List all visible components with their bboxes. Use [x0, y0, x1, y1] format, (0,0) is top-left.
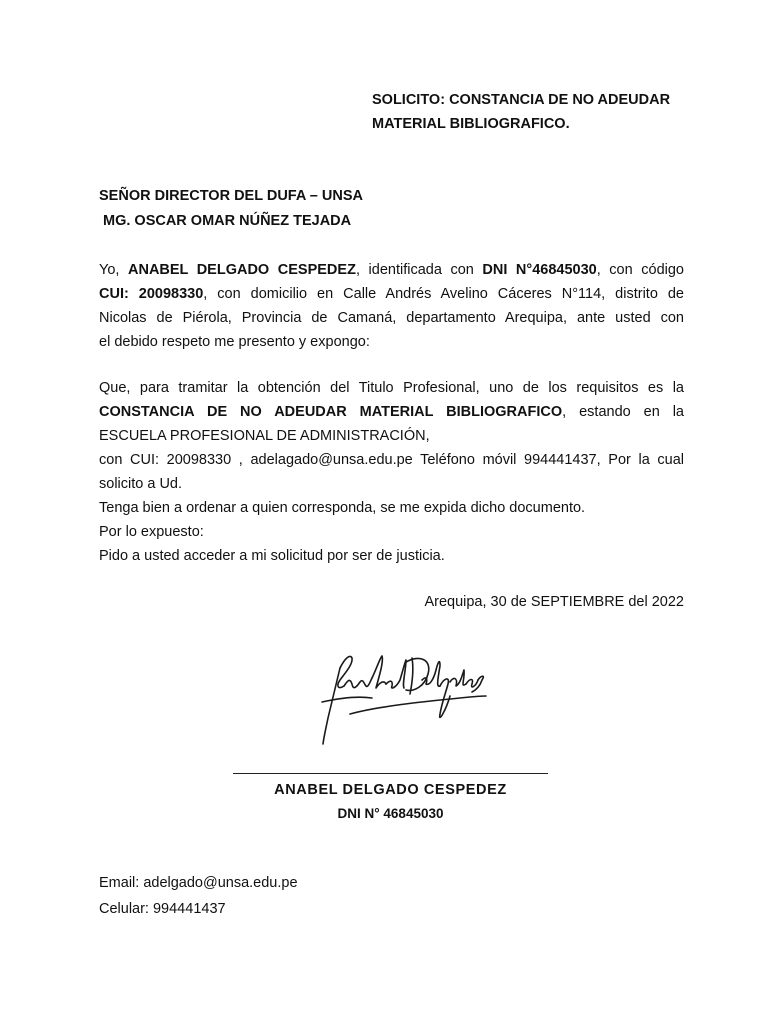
recipient-block	[99, 184, 363, 234]
recipient-title: SEÑOR DIRECTOR DEL DUFA – UNSA	[99, 188, 363, 204]
paragraph-2-line-8: Pido a usted acceder a mi solicitud por ser de justicia.	[99, 548, 445, 564]
recipient-name: MG. OSCAR OMAR NÚÑEZ TEJADA	[103, 213, 352, 229]
paragraph-1-line-3: Nicolas de Piérola, Provincia de Camaná, departamento Arequipa, ante usted con	[99, 310, 684, 326]
paragraph-2-line-6: Tenga bien a ordenar a quien corresponda, se me expida dicho documento.	[99, 500, 586, 516]
applicant-name: ANABEL DELGADO CESPEDEZ	[128, 262, 356, 278]
paragraph-2-line-3: ESCUELA PROFESIONAL DE ADMINISTRACIÓN,	[99, 428, 430, 444]
paragraph-2-line-1: Que, para tramitar la obtención del Titulo Profesional, uno de los requisitos es la	[99, 380, 684, 396]
contact-email: Email: adelgado@unsa.edu.pe	[99, 875, 298, 891]
paragraph-1-line-4: el debido respeto me presento y expongo:	[99, 334, 370, 350]
contact-info	[99, 870, 298, 922]
requested-document: CONSTANCIA DE NO ADEUDAR MATERIAL BIBLIOGRAFICO	[99, 404, 563, 420]
handwritten-signature	[310, 640, 490, 750]
place-and-date: Arequipa, 30 de SEPTIEMBRE del 2022	[424, 594, 684, 610]
paragraph-identification	[99, 258, 684, 354]
contact-phone: Celular: 994441437	[99, 901, 226, 917]
subject-block	[372, 88, 702, 136]
paragraph-2-line-4: con CUI: 20098330 , adelagado@unsa.edu.pe Teléfono móvil 994441437, Por la cual	[99, 452, 684, 468]
applicant-dni: DNI N°46845030	[482, 262, 597, 278]
subject-line-1: SOLICITO: CONSTANCIA DE NO ADEUDAR	[372, 92, 671, 108]
paragraph-2-line-5: solicito a Ud.	[99, 476, 183, 492]
signer-dni: DNI N° 46845030	[337, 806, 444, 821]
paragraph-2-line-2: CONSTANCIA DE NO ADEUDAR MATERIAL BIBLIOGRAFICO, estando en la	[99, 404, 684, 420]
paragraph-1-line-2: CUI: 20098330, con domicilio en Calle Andrés Avelino Cáceres N°114, distrito de	[99, 286, 684, 302]
paragraph-2-line-7: Por lo expuesto:	[99, 524, 204, 540]
signer-name: ANABEL DELGADO CESPEDEZ	[274, 782, 507, 798]
subject-line-2: MATERIAL BIBLIOGRAFICO.	[372, 116, 570, 132]
signature-line	[233, 773, 548, 774]
applicant-cui: CUI: 20098330	[99, 286, 204, 302]
paragraph-request	[99, 376, 684, 568]
paragraph-1-line-1: Yo, ANABEL DELGADO CESPEDEZ, identificada con DNI N°46845030, con código	[99, 262, 684, 278]
